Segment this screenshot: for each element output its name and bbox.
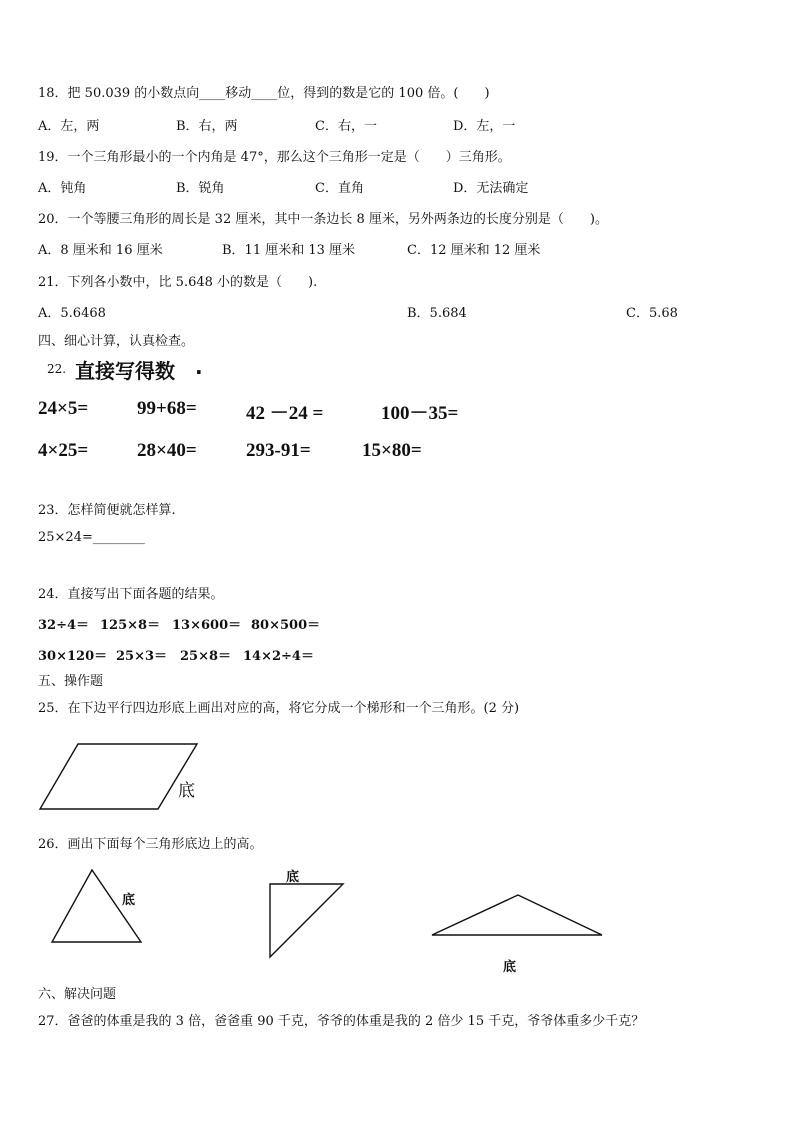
q19-option-c: C．直角 (315, 181, 364, 196)
q24-r1-c4: 80×500＝ (251, 618, 321, 633)
q22-r2-c1: 4×25= (38, 440, 89, 461)
q26-stem: 26．画出下面每个三角形底边上的高。 (38, 837, 263, 852)
q22-r2-c4: 15×80= (362, 440, 422, 461)
q22-r1-c1: 24×5= (38, 398, 89, 419)
q24-stem: 24．直接写出下面各题的结果。 (38, 587, 224, 602)
q25-base-label: 底 (178, 781, 195, 801)
q24-r1-c3: 13×600＝ (172, 618, 242, 633)
q20-option-a: A．8 厘米和 16 厘米 (38, 243, 163, 258)
q24-r1-c2: 125×8＝ (100, 618, 161, 633)
q21-option-a: A．5.6468 (38, 306, 106, 321)
q22-number: 22. (47, 362, 67, 376)
q19-option-b: B．锐角 (176, 181, 225, 196)
q24-r2-c1: 30×120＝ (38, 649, 108, 664)
q27-stem: 27．爸爸的体重是我的 3 倍，爸爸重 90 千克，爷爷的体重是我的 2 倍少 15 千克，爷爷体重多少千克？ (38, 1014, 645, 1029)
q26-label-1: 底 (122, 893, 136, 908)
q18-option-b: B．右，两 (176, 119, 238, 134)
q18-stem: 18．把 50.039 的小数点向____移动____位，得到的数是它的 100 倍。( ) (38, 86, 490, 101)
q24-r2-c4: 14×2÷4＝ (243, 649, 314, 664)
q19-stem: 19．一个三角形最小的一个内角是 47°，那么这个三角形一定是（ ）三角形。 (38, 150, 511, 165)
q21-stem: 21．下列各小数中，比 5.648 小的数是（ ). (38, 275, 318, 290)
triangle-3-shape (432, 895, 602, 935)
q24-r1-c1: 32÷4＝ (38, 618, 90, 633)
q24-r2-c3: 25×8＝ (180, 649, 232, 664)
q19-option-a: A．钝角 (38, 181, 87, 196)
q19-option-d: D．无法确定 (453, 181, 529, 196)
q20-stem: 20．一个等腰三角形的周长是 32 厘米，其中一条边长 8 厘米，另外两条边的长度分别是（ )。 (38, 212, 608, 227)
q18-option-a: A．左，两 (38, 119, 100, 134)
q22-r1-c2: 99+68= (137, 398, 197, 419)
q26-label-3: 底 (503, 960, 517, 975)
q22-r1-c4: 100－35= (381, 403, 459, 424)
q26-label-2: 底 (286, 870, 300, 885)
section-4-heading: 四、细心计算，认真检查。 (38, 334, 195, 349)
section-6-heading: 六、解决问题 (38, 987, 117, 1002)
q18-option-d: D．左，一 (453, 119, 516, 134)
q22-title-dot: . (195, 355, 203, 379)
q25-stem: 25．在下边平行四边形底上画出对应的高，将它分成一个梯形和一个三角形。(2 分) (38, 701, 520, 716)
q21-option-c: C．5.68 (626, 306, 678, 321)
q20-option-c: C．12 厘米和 12 厘米 (407, 243, 541, 258)
q23-expression: 25×24=________ (38, 530, 145, 545)
q22-title: 直接写得数 (75, 359, 175, 383)
q20-option-b: B．11 厘米和 13 厘米 (222, 243, 356, 258)
q22-r2-c2: 28×40= (137, 440, 197, 461)
triangle-2-shape (270, 884, 343, 957)
q23-stem: 23．怎样简便就怎样算. (38, 503, 176, 518)
q18-option-c: C．右，一 (315, 119, 377, 134)
q22-r2-c3: 293-91= (246, 440, 311, 461)
section-5-heading: 五、操作题 (38, 674, 104, 689)
q22-r1-c3: 42 －24 = (246, 403, 324, 424)
q24-r2-c2: 25×3＝ (116, 649, 168, 664)
q21-option-b: B．5.684 (407, 306, 467, 321)
